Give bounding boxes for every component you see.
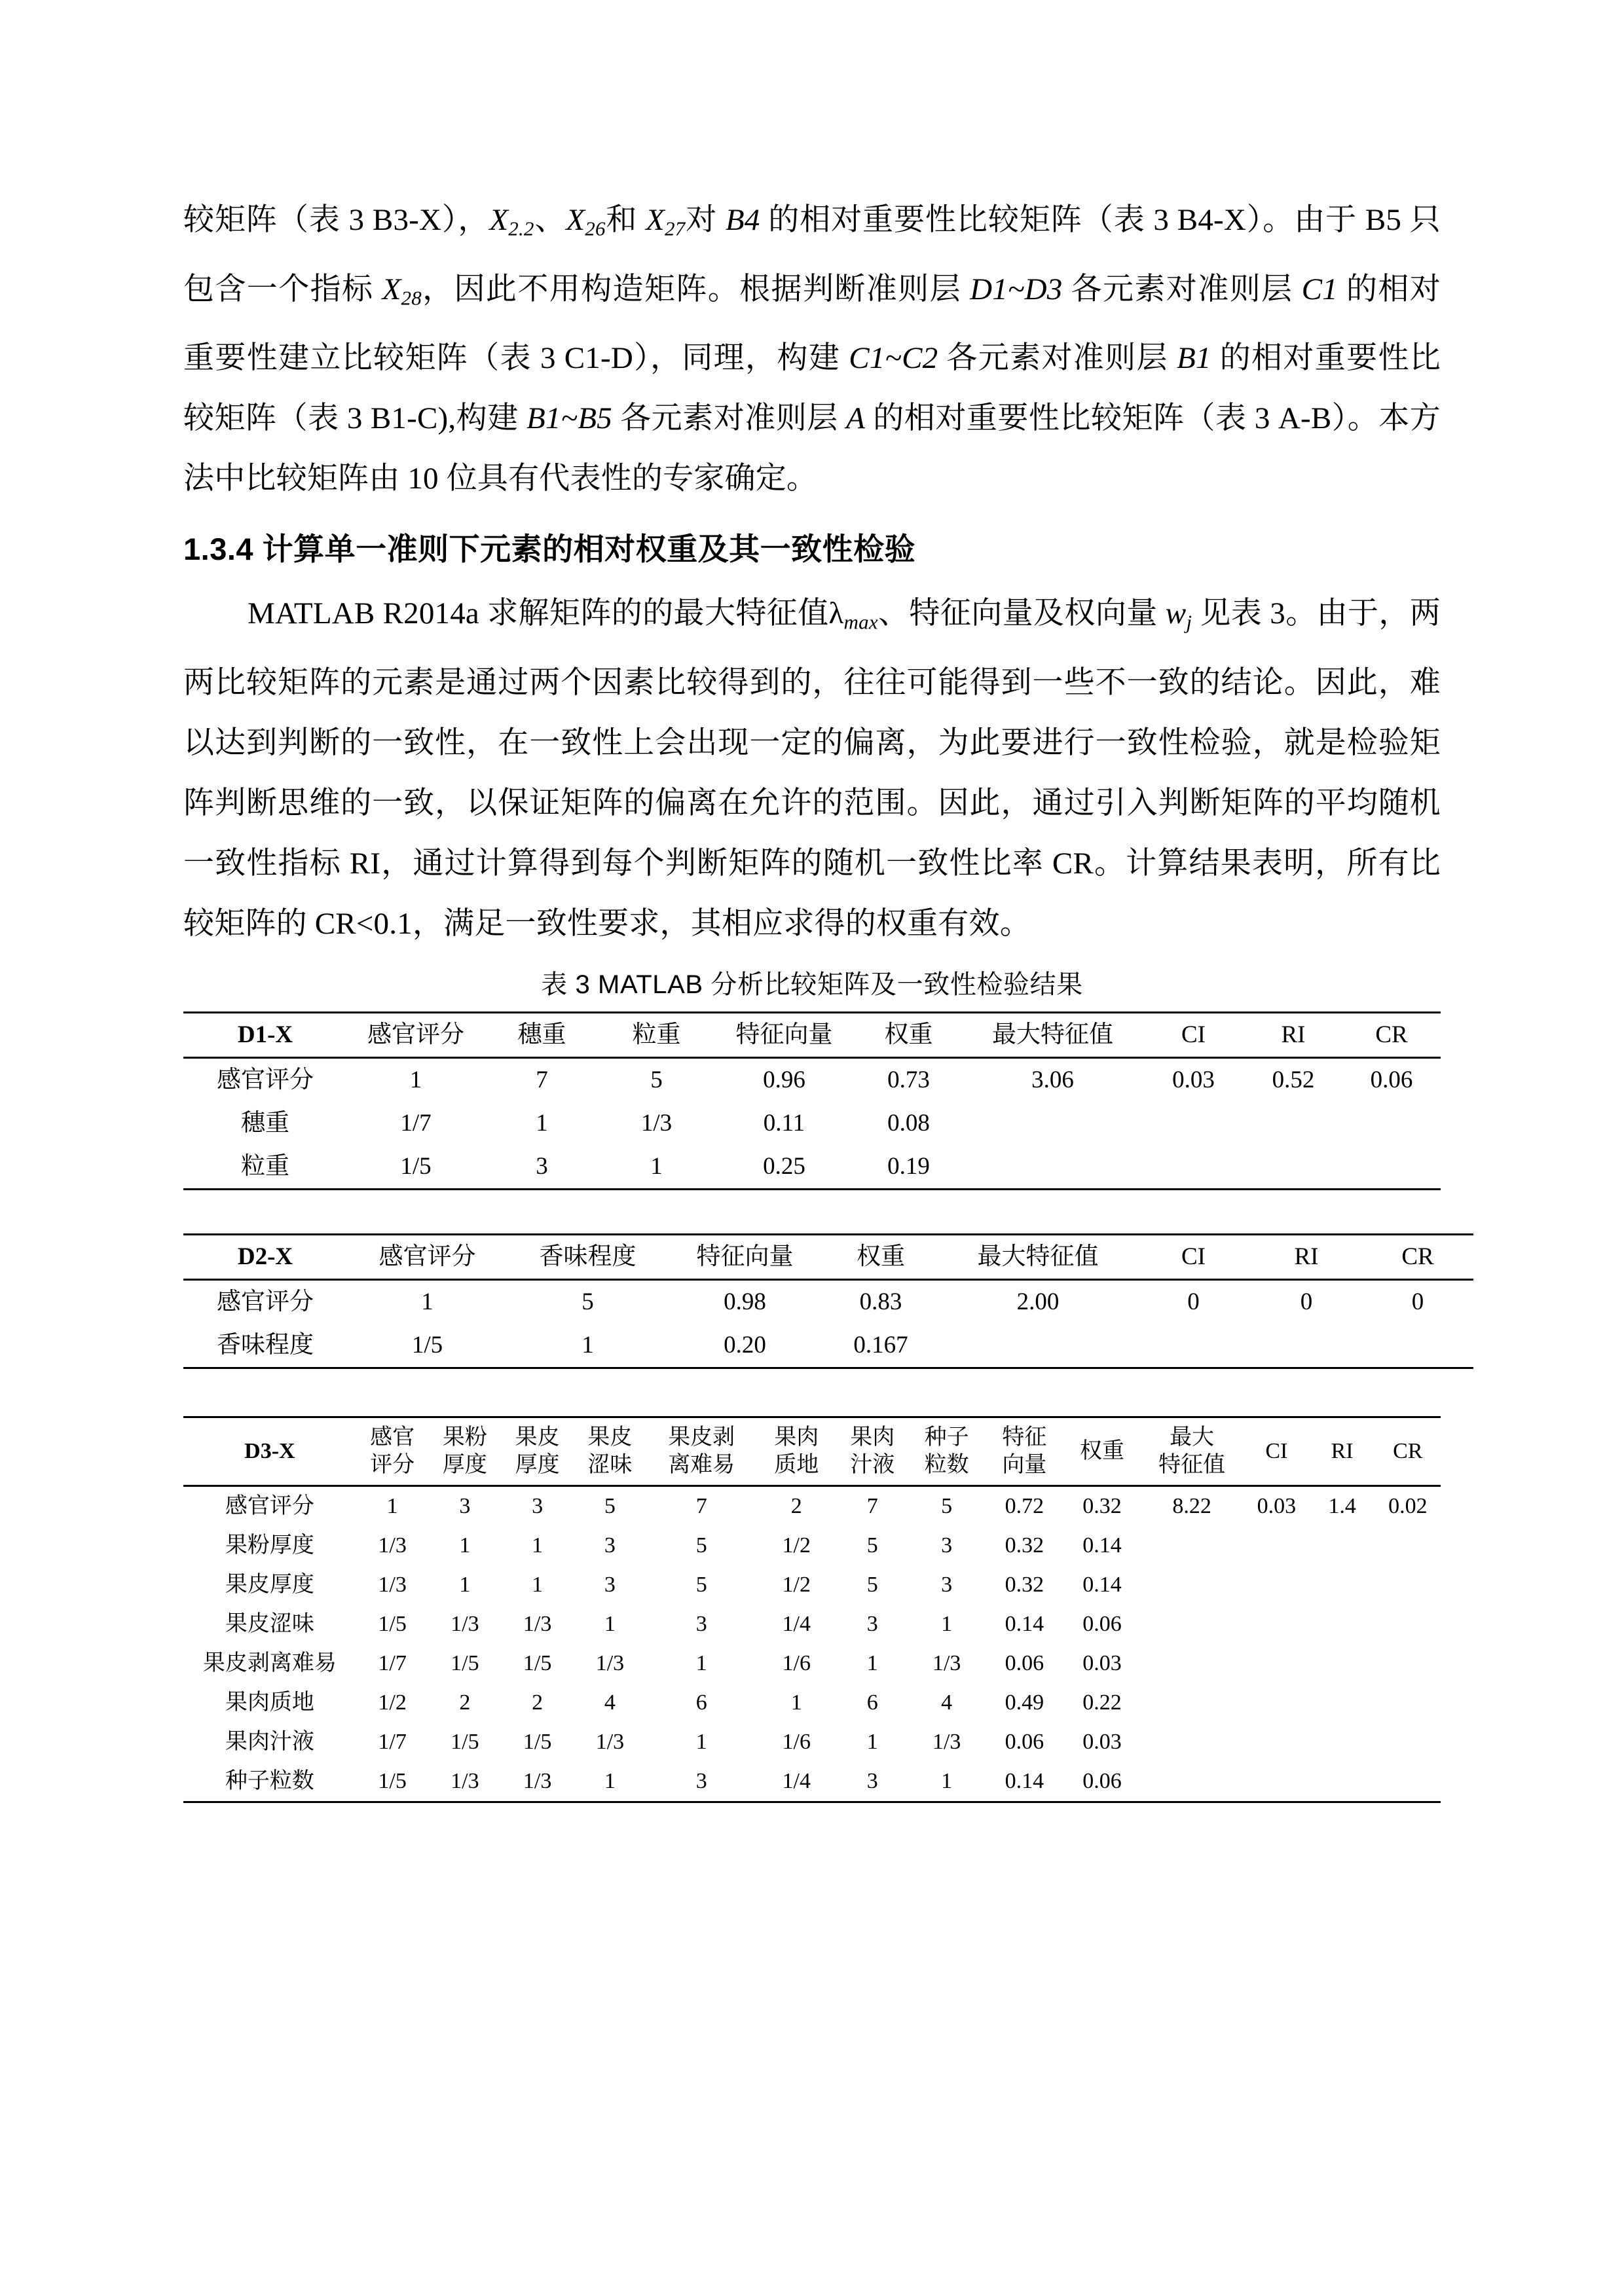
column-header-line: 评分 [370, 1453, 415, 1478]
text-run: ，因此不用构造矩阵。根据判断准则层 [421, 272, 970, 306]
table-cell: 1/5 [451, 1730, 479, 1755]
table-cell: 1/3 [523, 1612, 552, 1637]
table-cell [1309, 1722, 1375, 1762]
table-cell [1251, 1324, 1362, 1368]
table-cell [1375, 1565, 1441, 1605]
table-row [183, 1722, 1441, 1762]
table-cell [1375, 1722, 1441, 1762]
text-run: X [646, 203, 665, 237]
text-run: 、特征向量及权向量 [877, 596, 1166, 631]
table-cell: 0.96 [763, 1066, 805, 1094]
column-header-line: 果皮剥 [668, 1425, 735, 1450]
column-header [574, 1417, 646, 1486]
table-cell: 0.03 [1082, 1651, 1122, 1676]
text-run: 对 [685, 203, 726, 237]
text-run: 较矩阵（表 3 B3-X）， [183, 203, 490, 237]
table-cell: 0 [1300, 1288, 1313, 1316]
table-cell [1140, 1683, 1244, 1722]
text-run: X [489, 203, 509, 237]
table-cell: 2 [532, 1690, 544, 1715]
table-spacer [183, 1190, 1441, 1233]
table-cell: 0.03 [1257, 1494, 1297, 1519]
table-cell: 0 [1187, 1288, 1200, 1316]
table-cell [1244, 1102, 1342, 1145]
table-cell: 0.06 [1370, 1066, 1413, 1094]
table-cell: 1/6 [782, 1651, 811, 1676]
table-cell: 0.32 [1005, 1573, 1044, 1597]
text-run: 2.2 [508, 217, 534, 240]
row-label: 果皮剥离难易 [202, 1651, 337, 1676]
column-header: 香味程度 [507, 1235, 668, 1280]
column-header [909, 1417, 985, 1486]
text-run: A [846, 401, 865, 436]
section-heading: 1.3.4 计算单一准则下元素的相对权重及其一致性检验 [183, 532, 916, 567]
table-cell [1244, 1722, 1309, 1762]
column-header-line: 向量 [1002, 1453, 1047, 1478]
table-cell: 1 [866, 1730, 878, 1755]
table-cell: 1/3 [378, 1533, 407, 1558]
table-cell: 1/5 [523, 1730, 552, 1755]
row-label: 感官评分 [217, 1066, 314, 1094]
table-cell: 0.19 [855, 1145, 963, 1190]
table-cell: 1/5 [356, 1762, 429, 1802]
text-run: C1~C2 [849, 341, 938, 376]
column-header: RI [1244, 1013, 1342, 1058]
table-cell: 6 [695, 1690, 707, 1715]
table-cell: 0.14 [1005, 1612, 1044, 1637]
paragraph-continuation [183, 190, 1441, 509]
table-cell: 1/3 [932, 1730, 961, 1755]
table-cell: 0.20 [668, 1324, 822, 1368]
table-cell: 0.73 [887, 1066, 930, 1094]
column-header-line: 质地 [774, 1453, 819, 1478]
column-header: 感官评分 [347, 1013, 485, 1058]
column-header-line: 粒数 [924, 1453, 969, 1478]
table-cell [1244, 1605, 1309, 1644]
table-cell: 1/5 [523, 1651, 552, 1676]
table-cell: 7 [536, 1066, 548, 1094]
table-row [183, 1762, 1441, 1802]
table-cell: 1/7 [378, 1730, 407, 1755]
column-header [429, 1417, 502, 1486]
table-cell [1244, 1145, 1342, 1190]
text-run: 、 [534, 203, 566, 237]
text-run: 的相对重要性建立比较矩阵（表 3 C1-D），同理，构建 [183, 272, 1441, 376]
table-cell: 1/3 [932, 1651, 961, 1676]
column-header: 权重 [855, 1013, 963, 1058]
table-corner-label: D1-X [183, 1013, 347, 1058]
table-cell: 0.167 [822, 1324, 940, 1368]
row-label: 果皮涩味 [225, 1612, 314, 1637]
text-run: MATLAB R2014a 求解矩阵的的最大特征值λ [248, 596, 844, 631]
table-cell: 5 [581, 1288, 594, 1316]
table-cell: 1/6 [782, 1730, 811, 1755]
table-cell: 3 [532, 1494, 544, 1519]
table-cell [1244, 1565, 1309, 1605]
table-spacer [183, 1369, 1441, 1416]
column-header: 特征向量 [668, 1235, 822, 1280]
text-run: C1 [1301, 272, 1338, 306]
table-cell: 1 [532, 1533, 544, 1558]
column-header: 特征向量 [714, 1013, 855, 1058]
table-cell [1342, 1102, 1441, 1145]
table-cell [1309, 1565, 1375, 1605]
column-header-line: 最大 [1170, 1425, 1215, 1450]
row-label: 种子粒数 [183, 1762, 356, 1802]
table-cell: 1/5 [378, 1612, 407, 1637]
table-cell: 1/5 [347, 1324, 507, 1368]
table-cell [1140, 1722, 1244, 1762]
table-cell: 3 [941, 1573, 953, 1597]
table-cell: 7 [866, 1494, 878, 1519]
row-label: 感官评分 [225, 1494, 314, 1519]
column-header: 最大特征值 [963, 1013, 1143, 1058]
paragraph-matlab [183, 583, 1441, 954]
text-run: 27 [665, 217, 686, 240]
table-cell: 1/3 [451, 1612, 479, 1637]
text-run: 的相对重要性比较矩阵（表 3 B4-X）。由于 B5 只包含一个指标 [183, 203, 1441, 306]
row-label: 感官评分 [217, 1288, 314, 1316]
table-cell: 4 [604, 1690, 616, 1715]
table-cell: 1 [604, 1612, 616, 1637]
table-cell: 0.14 [1082, 1573, 1122, 1597]
table-cell: 4 [941, 1690, 953, 1715]
table-cell: 1/4 [757, 1762, 836, 1802]
row-label: 果肉质地 [225, 1690, 314, 1715]
table-cell: 1 [574, 1762, 646, 1802]
table-cell: 0.52 [1272, 1066, 1315, 1094]
table-cell [1136, 1324, 1251, 1368]
column-header-line: RI [1331, 1439, 1354, 1464]
table-cell [1140, 1565, 1244, 1605]
table-d1x [183, 1011, 1441, 1190]
table-cell: 5 [866, 1533, 878, 1558]
table-cell: 2 [790, 1494, 802, 1519]
table-cell [1244, 1526, 1309, 1565]
table-cell [1143, 1102, 1244, 1145]
table-cell: 0.11 [763, 1110, 805, 1137]
table-row [183, 1102, 1441, 1145]
column-header-line: 果粉 [442, 1425, 487, 1450]
column-header-line: 果皮 [587, 1425, 633, 1450]
table-cell: 1 [866, 1651, 878, 1676]
table-corner-label: D2-X [183, 1235, 347, 1280]
table-cell: 2.00 [1016, 1288, 1060, 1316]
column-header-line: CR [1393, 1439, 1423, 1464]
table-cell: 0.06 [1005, 1730, 1044, 1755]
table-cell [1375, 1644, 1441, 1683]
table-cell: 1/7 [400, 1110, 432, 1137]
column-header [757, 1417, 836, 1486]
table-cell: 3 [941, 1533, 953, 1558]
table-cell: 1 [386, 1494, 398, 1519]
table-cell: 1/5 [451, 1651, 479, 1676]
table-cell: 5 [695, 1533, 707, 1558]
table-cell: 0.98 [724, 1288, 766, 1316]
table-cell: 3.06 [1031, 1066, 1074, 1094]
table-row [183, 1280, 1473, 1324]
column-header-line: 涩味 [587, 1453, 633, 1478]
column-header: 最大特征值 [940, 1235, 1136, 1280]
table-row [183, 1644, 1441, 1683]
table-cell: 8.22 [1172, 1494, 1211, 1519]
table-cell: 1/7 [378, 1651, 407, 1676]
table-cell: 1.4 [1328, 1494, 1356, 1519]
table-cell: 0.25 [714, 1145, 855, 1190]
row-label: 穗重 [241, 1110, 289, 1137]
row-label: 粒重 [183, 1145, 347, 1190]
table-cell [1309, 1683, 1375, 1722]
text-run: D1~D3 [970, 272, 1063, 306]
table-cell [1375, 1605, 1441, 1644]
column-header-line: 果皮 [515, 1425, 560, 1450]
table-row [183, 1486, 1441, 1527]
text-run: 的相对重要性比较矩阵（表 3 B1-C),构建 [183, 341, 1441, 436]
table-cell: 0.14 [985, 1762, 1064, 1802]
text-run: j [1186, 611, 1192, 634]
table-body [183, 1058, 1441, 1190]
table-header-row [183, 1235, 1473, 1280]
table-cell: 0.32 [1005, 1533, 1044, 1558]
table-cell [1143, 1145, 1244, 1190]
text-run: 各元素对准则层 [1062, 272, 1302, 306]
table-corner-label: D3-X [183, 1417, 356, 1486]
column-header [646, 1417, 757, 1486]
table-cell: 1 [695, 1651, 707, 1676]
column-header-line: 特征 [1002, 1425, 1047, 1450]
table-cell: 3 [866, 1612, 878, 1637]
table-cell [1140, 1605, 1244, 1644]
table-cell: 3 [604, 1573, 616, 1597]
column-header: 权重 [822, 1235, 940, 1280]
table-cell: 0.83 [859, 1288, 902, 1316]
table-cell: 0.49 [1005, 1690, 1044, 1715]
table-cell: 5 [695, 1573, 707, 1597]
table-cell [1309, 1526, 1375, 1565]
row-label: 果皮厚度 [225, 1573, 314, 1597]
table-cell: 3 [646, 1762, 757, 1802]
table-cell [1140, 1762, 1244, 1802]
column-header: 粒重 [599, 1013, 714, 1058]
text-run: 见表 3。由于，两两比较矩阵的元素是通过两个因素比较得到的，往往可能得到一些不一致的结论。因此，难以达到判断的一致性，在一致性上会出现一定的偏离，为此要进行一致性检验，就是检验矩阵判断思维的一致，以保证矩阵的偏离在允许的范围。因此，通过引入判断矩阵的平均随机一致性指标 RI，通过计算得到每个判断矩阵的随机一致性比率 CR。计算结果表明，所有比较矩阵的 CR<0.1，满足一致性要求，其相应求得的权重有效。 [183, 596, 1441, 941]
table-cell: 3 [695, 1612, 707, 1637]
table-cell: 0 [1411, 1288, 1424, 1316]
row-label: 果粉厚度 [225, 1533, 314, 1558]
table-cell [1362, 1324, 1473, 1368]
table-cell [1244, 1644, 1309, 1683]
table-cell: 1 [459, 1533, 471, 1558]
table-cell [963, 1102, 1143, 1145]
column-header-line: 离难易 [668, 1453, 735, 1478]
column-header-line: 果肉 [774, 1425, 819, 1450]
text-run: B1~B5 [526, 401, 612, 436]
column-header [836, 1417, 909, 1486]
table-cell: 1/3 [640, 1110, 673, 1137]
table-cell: 0.32 [1082, 1494, 1122, 1519]
table-cell [963, 1145, 1143, 1190]
text-run: w [1165, 596, 1187, 631]
text-run: 各元素对准则层 [938, 341, 1177, 376]
table-cell: 1/5 [347, 1145, 485, 1190]
table-cell: 0.72 [1005, 1494, 1044, 1519]
table-cell [1309, 1762, 1375, 1802]
column-header: CI [1136, 1235, 1251, 1280]
table-cell [1309, 1644, 1375, 1683]
table-cell [1244, 1762, 1309, 1802]
table-cell: 1 [507, 1324, 668, 1368]
table-row [183, 1526, 1441, 1565]
column-header: 感官评分 [347, 1235, 507, 1280]
table-cell: 1 [536, 1110, 548, 1137]
table-cell: 2 [459, 1690, 471, 1715]
text-run: 和 [605, 203, 646, 237]
table-cell: 3 [485, 1145, 599, 1190]
table-cell: 1/3 [429, 1762, 502, 1802]
table-cell: 1/3 [595, 1730, 625, 1755]
table-header-row [183, 1013, 1441, 1058]
column-header [1140, 1417, 1244, 1486]
column-header-line: CI [1265, 1439, 1288, 1464]
column-header [1309, 1417, 1375, 1486]
table-cell: 5 [866, 1573, 878, 1597]
column-header-line: 果肉 [850, 1425, 895, 1450]
table-cell: 0.06 [1064, 1762, 1140, 1802]
table-cell: 0.03 [1172, 1066, 1215, 1094]
table-cell [1375, 1683, 1441, 1722]
table-cell: 1 [941, 1612, 953, 1637]
table-cell: 1/2 [782, 1573, 811, 1597]
text-run: 28 [401, 286, 422, 310]
column-header [985, 1417, 1064, 1486]
table-cell: 1/3 [501, 1762, 574, 1802]
table-cell: 3 [604, 1533, 616, 1558]
table-cell [1342, 1145, 1441, 1190]
column-header: 穗重 [485, 1013, 599, 1058]
table-cell: 5 [604, 1494, 616, 1519]
text-run: max [843, 611, 878, 634]
column-header [1064, 1417, 1140, 1486]
table-cell: 0.02 [1388, 1494, 1428, 1519]
text-run: X [382, 272, 401, 306]
column-header-line: 权重 [1080, 1439, 1125, 1464]
column-header: CR [1342, 1013, 1441, 1058]
column-header: CI [1143, 1013, 1244, 1058]
table-cell: 7 [695, 1494, 707, 1519]
table-row [183, 1145, 1441, 1190]
table-row [183, 1565, 1441, 1605]
column-header [1244, 1417, 1309, 1486]
table-cell [1375, 1526, 1441, 1565]
text-run: 26 [585, 217, 606, 240]
table-cell: 0.14 [1082, 1533, 1122, 1558]
table-cell: 0.03 [1082, 1730, 1122, 1755]
text-run: B4 [725, 203, 760, 237]
table-cell: 5 [941, 1494, 953, 1519]
text-run: 的相对重要性比较矩阵（表 3 A-B）。本方法中比较矩阵由 10 位具有代表性的专家确定。 [183, 401, 1441, 496]
column-header-line: 特征值 [1158, 1453, 1226, 1478]
table-cell: 1 [599, 1145, 714, 1190]
column-header [501, 1417, 574, 1486]
table-cell: 0.22 [1082, 1690, 1122, 1715]
table-cell [940, 1324, 1136, 1368]
table-row [183, 1058, 1441, 1102]
table-cell: 1 [459, 1573, 471, 1597]
column-header-line: 感官 [370, 1425, 415, 1450]
table-cell: 6 [866, 1690, 878, 1715]
table-cell: 1 [909, 1762, 985, 1802]
table-cell: 1 [409, 1066, 422, 1094]
table-d3x [183, 1416, 1441, 1803]
table-body [183, 1280, 1473, 1368]
table-cell: 1/3 [595, 1651, 625, 1676]
table-row [183, 1324, 1473, 1368]
column-header: RI [1251, 1235, 1362, 1280]
table-cell: 1/3 [378, 1573, 407, 1597]
table-cell: 1 [532, 1573, 544, 1597]
table-body [183, 1486, 1441, 1802]
row-label: 果肉汁液 [225, 1730, 314, 1755]
table-cell: 1/2 [378, 1690, 407, 1715]
table-cell [1140, 1526, 1244, 1565]
table-d2x [183, 1233, 1473, 1369]
table-cell [1309, 1605, 1375, 1644]
table-cell: 0.08 [887, 1110, 930, 1137]
column-header-line: 汁液 [850, 1453, 895, 1478]
column-header-line: 厚度 [442, 1453, 487, 1478]
table-row [183, 1605, 1441, 1644]
column-header-line: 种子 [924, 1425, 969, 1450]
table-cell: 0.06 [1082, 1612, 1122, 1637]
row-label: 香味程度 [183, 1324, 347, 1368]
table-cell [1140, 1644, 1244, 1683]
table-cell: 1 [790, 1690, 802, 1715]
column-header [356, 1417, 429, 1486]
table-cell: 1/2 [782, 1533, 811, 1558]
text-run: 各元素对准则层 [612, 401, 847, 436]
table-cell: 1/4 [782, 1612, 811, 1637]
table-cell: 3 [836, 1762, 909, 1802]
column-header-line: 厚度 [515, 1453, 560, 1478]
table-cell [1375, 1762, 1441, 1802]
table-row [183, 1683, 1441, 1722]
text-run: B1 [1176, 341, 1211, 376]
table-header-row [183, 1417, 1441, 1486]
table-cell: 5 [650, 1066, 663, 1094]
table-cell: 1 [421, 1288, 434, 1316]
text-run: X [566, 203, 585, 237]
table-cell [1244, 1683, 1309, 1722]
table-cell: 1 [695, 1730, 707, 1755]
column-header [1375, 1417, 1441, 1486]
table-cell: 3 [459, 1494, 471, 1519]
table-cell: 0.06 [1005, 1651, 1044, 1676]
column-header: CR [1362, 1235, 1473, 1280]
table-caption: 表 3 MATLAB 分析比较矩阵及一致性检验结果 [541, 970, 1083, 1000]
